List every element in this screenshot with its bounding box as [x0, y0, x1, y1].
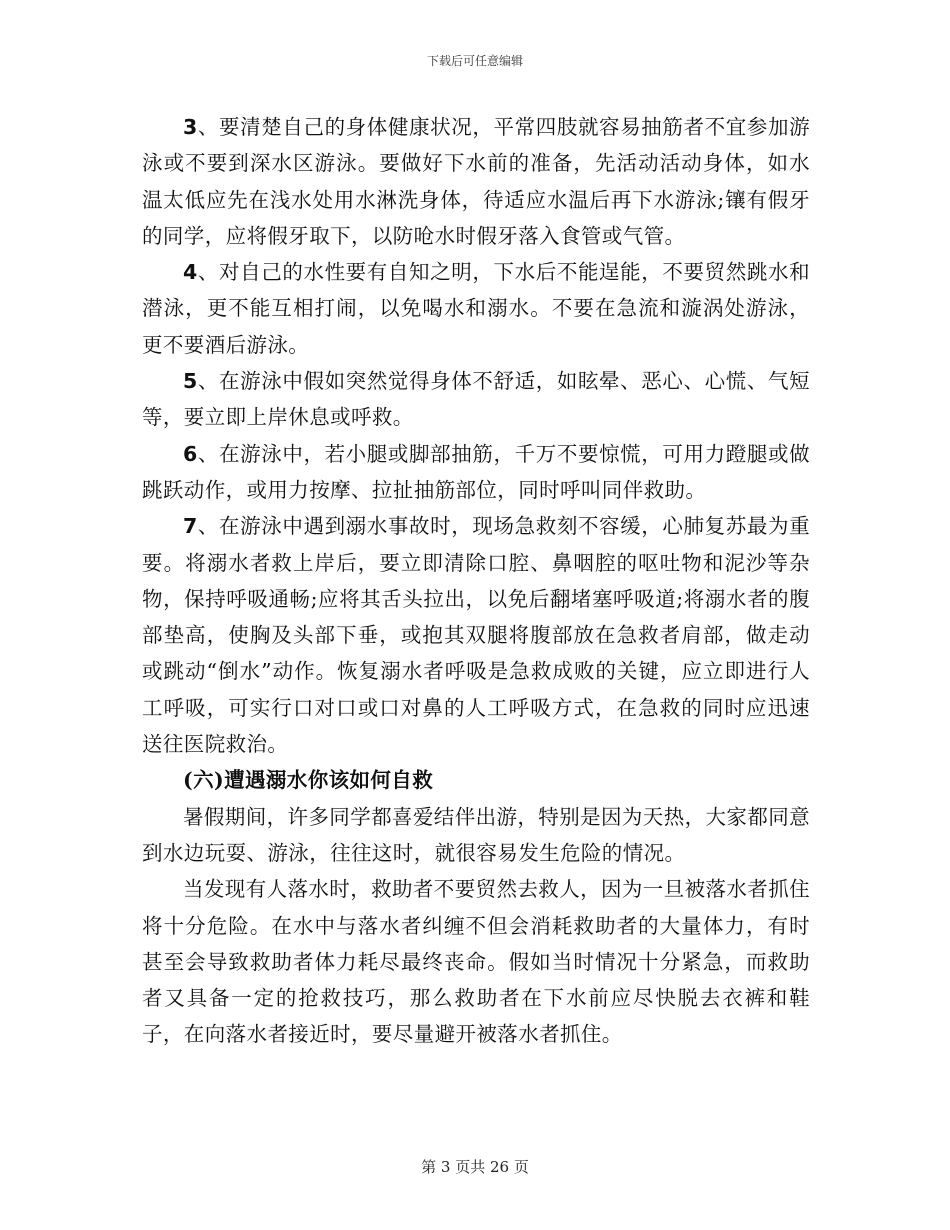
- section-heading: (六)遭遇溺水你该如何自救: [183, 768, 434, 793]
- list-item-4: [142, 254, 810, 363]
- item-number: 6: [183, 441, 198, 466]
- item-text: 、对自己的水性要有自知之明，下水后不能逞能，不要贸然跳水和潜泳，更不能互相打闹，以免喝水和溺水。不要在急流和漩涡处游泳，更不要酒后游泳。: [142, 260, 810, 357]
- page-header-note: 下载后可任意编辑: [426, 54, 523, 68]
- item-number: 7: [183, 514, 198, 539]
- item-number: 3: [183, 115, 198, 139]
- list-item-6: [142, 436, 810, 509]
- item-text: 、在游泳中，若小腿或脚部抽筋，千万不要惊慌，可用力蹬腿或做跳跃动作，或用力按摩、拉扯抽筋部位，同时呼叫同伴救助。: [142, 441, 810, 502]
- body-paragraph: 暑假期间，许多同学都喜爱结伴出游，特别是因为天热，大家都同意到水边玩耍、游泳，往往这时，就很容易发生危险的情况。: [142, 804, 810, 865]
- item-number: 4: [183, 260, 198, 285]
- list-item-5: [142, 363, 810, 436]
- item-text: 、在游泳中遇到溺水事故时，现场急救刻不容缓，心肺复苏最为重要。将溺水者救上岸后，要立即清除口腔、鼻咽腔的呕吐物和泥沙等杂物，保持呼吸通畅;应将其舌头拉出，以免后翻堵塞呼吸道;将溺水者的腹部垫高，使胸及头部下垂，或抱其双腿将腹部放在急救者肩部，做走动或跳动“倒水”动作。恢复溺水者呼吸是急救成败的关键，应立即进行人工呼吸，可实行口对口或口对鼻的人工呼吸方式，在急救的同时应迅速送往医院救治。: [142, 514, 810, 757]
- page-number: 第 3 页共 26 页: [421, 1158, 529, 1176]
- item-number: 5: [183, 369, 198, 394]
- item-text: 、要清楚自己的身体健康状况，平常四肢就容易抽筋者不宜参加游泳或不要到深水区游泳。要做好下水前的准备，先活动活动身体，如水温太低应先在浅水处用水淋洗身体，待适应水温后再下水游泳;镶有假牙的同学，应将假牙取下，以防呛水时假牙落入食管或气管。: [142, 115, 810, 248]
- document-body: [142, 109, 810, 1053]
- item-text: 、在游泳中假如突然觉得身体不舒适，如眩晕、恶心、心慌、气短等，要立即上岸休息或呼救。: [142, 369, 810, 430]
- body-paragraph: 当发现有人落水时，救助者不要贸然去救人，因为一旦被落水者抓住将十分危险。在水中与落水者纠缠不但会消耗救助者的大量体力，有时甚至会导致救助者体力耗尽最终丧命。假如当时情况十分紧急，而救助者又具备一定的抢救技巧，那么救助者在下水前应尽快脱去衣裤和鞋子，在向落水者接近时，要尽量避开被落水者抓住。: [142, 877, 810, 1047]
- list-item-7: [142, 508, 810, 762]
- list-item-3: [142, 109, 810, 254]
